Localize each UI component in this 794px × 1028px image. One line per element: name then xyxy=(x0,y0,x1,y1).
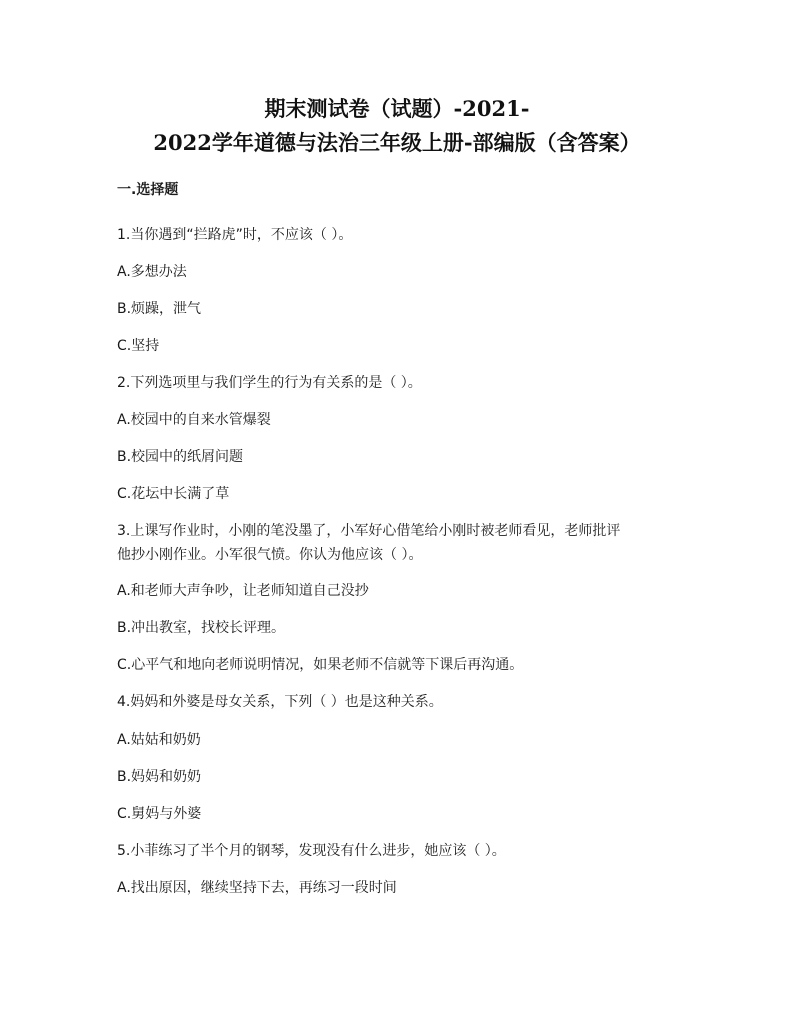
question-1-option-a: A.多想办法 xyxy=(117,264,187,280)
question-4-option-b: B.妈妈和奶奶 xyxy=(117,769,202,785)
question-3-option-b: B.冲出教室，找校长评理。 xyxy=(117,620,286,636)
question-4-option-c: C.舅妈与外婆 xyxy=(117,806,202,822)
question-5-stem: 5.小菲练习了半个月的钢琴，发现没有什么进步，她应该（ ）。 xyxy=(117,843,506,859)
question-2-option-a: A.校园中的自来水管爆裂 xyxy=(117,412,271,428)
question-3-option-a: A.和老师大声争吵，让老师知道自己没抄 xyxy=(117,583,369,599)
question-1-stem: 1.当你遇到“拦路虎”时，不应该（ ）。 xyxy=(117,227,353,243)
question-1-option-c: C.坚持 xyxy=(117,338,160,354)
question-5-option-a: A.找出原因，继续坚持下去，再练习一段时间 xyxy=(117,880,397,896)
question-3-stem-line-2: 他抄小刚作业。小军很气愤。你认为他应该（ ）。 xyxy=(117,547,423,563)
question-4-stem: 4.妈妈和外婆是母女关系，下列（ ）也是这种关系。 xyxy=(117,694,443,710)
document-title-line-1: 期末测试卷（试题）-2021- xyxy=(264,96,530,121)
document-title-line-2: 2022学年道德与法治三年级上册-部编版（含答案） xyxy=(153,130,641,155)
section-heading: 一.选择题 xyxy=(117,182,179,198)
question-2-option-c: C.花坛中长满了草 xyxy=(117,486,230,502)
question-2-option-b: B.校园中的纸屑问题 xyxy=(117,449,244,465)
question-3-stem-line-1: 3.上课写作业时，小刚的笔没墨了，小军好心借笔给小刚时被老师看见，老师批评 xyxy=(117,523,621,539)
question-1-option-b: B.烦躁，泄气 xyxy=(117,301,202,317)
question-2-stem: 2.下列选项里与我们学生的行为有关系的是（ ）。 xyxy=(117,375,422,391)
question-4-option-a: A.姑姑和奶奶 xyxy=(117,732,201,748)
question-3-option-c: C.心平气和地向老师说明情况，如果老师不信就等下课后再沟通。 xyxy=(117,657,524,673)
